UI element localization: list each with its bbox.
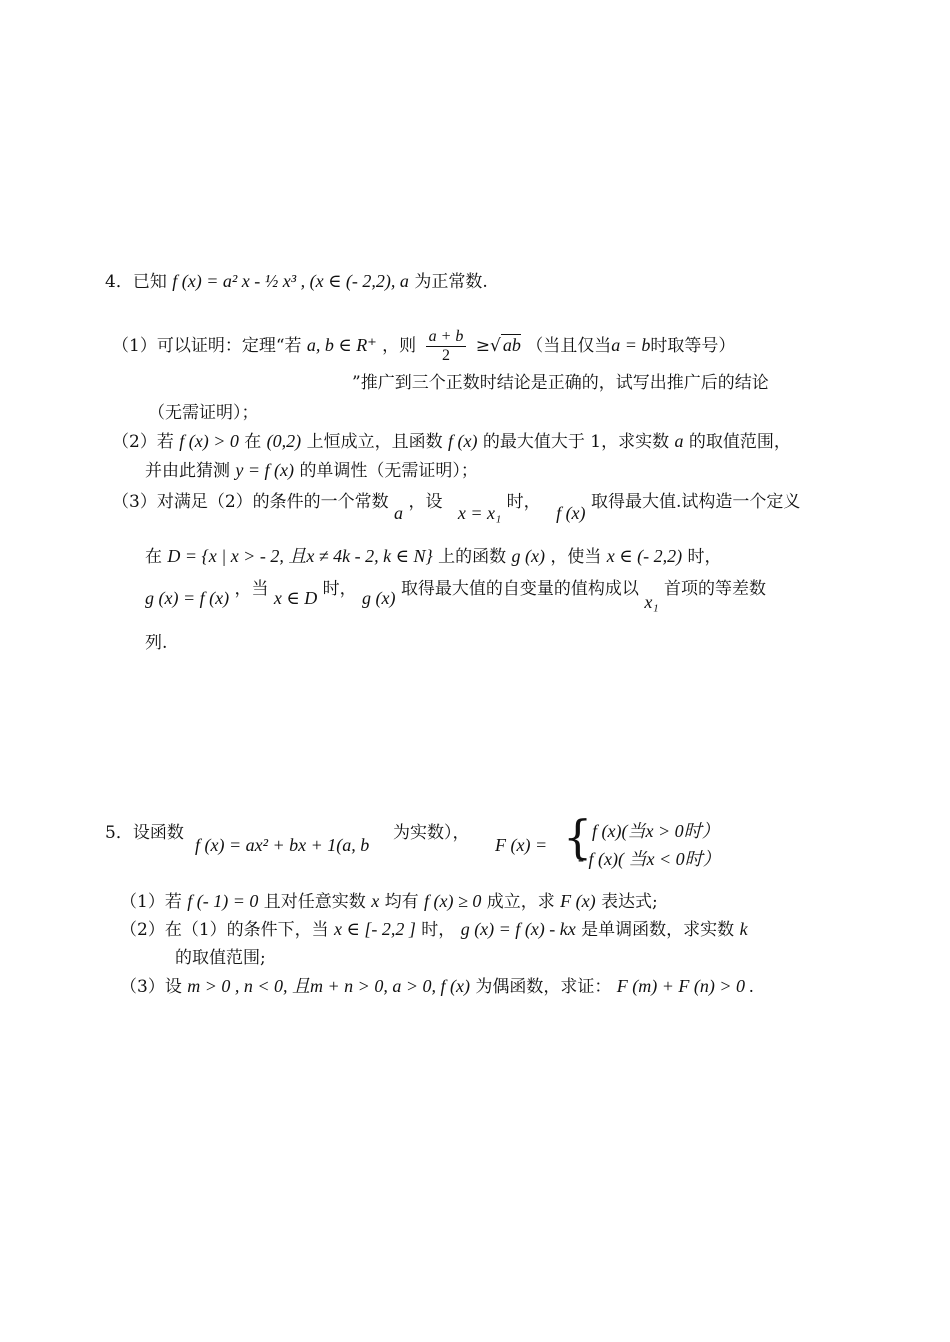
q4-p3-line3c: 取得最大值的自变量的值构成以 — [400, 579, 639, 599]
q4-p3-line2g: g (x) — [511, 546, 545, 566]
q4-p3-a: （3）对满足（2）的条件的一个常数 — [112, 492, 389, 512]
q5-p2-a: （2）在（1）的条件下，当 — [120, 920, 329, 940]
q4-p2-line2a: 并由此猜测 — [145, 461, 230, 481]
q5-p2-interval: x ∈ [- 2,2 ] — [334, 919, 416, 939]
q4-stem-prefix: 4．已知 — [105, 272, 167, 292]
q4-p3-line2b: 上的函数 — [438, 547, 507, 567]
q5-p3-c: F (m) + F (n) > 0 . — [616, 976, 755, 996]
q4-p2-line2b: 的单调性（无需证明）； — [299, 461, 478, 481]
q5-stem-formula: f (x) = ax² + bx + 1(a, b — [195, 835, 370, 855]
q4-p2-d: 的最大值大于 1，求实数 — [482, 432, 670, 452]
q4-p1-eq: a = b — [611, 335, 651, 355]
q4-p1-paren-end: 时取等号） — [650, 336, 736, 356]
q4-p3-line3x1: x₁ — [644, 592, 659, 612]
q4-part1-line1: （1）可以证明：定理“若 a, b ∈ R⁺ ，则 $\frac{a + b}{2}$ ≥√ ab （当且仅当a = b时取等号） — [112, 328, 736, 364]
q5-F-def — [495, 834, 547, 857]
q4-p3-d: 取得最大值.试构造一个定义 — [590, 492, 801, 512]
q4-stem — [105, 270, 488, 293]
q4-part3-line3 — [145, 577, 766, 612]
q5-stem-formula-wrap — [195, 834, 369, 857]
q5-p2-c: 是单调函数，求实数 — [581, 920, 735, 940]
q4-p1-fraction — [426, 328, 467, 365]
q4-p3-line2a: 在 — [145, 547, 162, 567]
q4-p2-e: 的取值范围， — [688, 432, 791, 452]
q4-stem-suffix: 为正常数. — [414, 272, 488, 292]
q4-p3-line3a: ，当 — [234, 579, 269, 599]
q5-p3-a: （3）设 — [120, 977, 182, 997]
q5-p1-d: 成立，求 — [486, 892, 555, 912]
q4-p2-f: f (x) > 0 — [179, 431, 239, 451]
q5-p1-e: 表达式; — [601, 892, 658, 912]
q4-p2-f2: f (x) — [447, 431, 478, 451]
q5-p1-f: f (- 1) = 0 — [187, 891, 259, 911]
q4-p3-line3eq: g (x) = f (x) — [145, 588, 230, 608]
q4-p2-avar: a — [674, 431, 684, 451]
q4-p1-frac-num: a + b — [426, 328, 467, 347]
q5-p1-b: 且对任意实数 — [263, 892, 366, 912]
q4-p3-line3d: 首项的等差数 — [664, 579, 766, 599]
q5-part3 — [120, 975, 754, 998]
q5-case1 — [592, 820, 720, 843]
q4-p3-line3g: g (x) — [362, 588, 396, 608]
q4-part3-line2 — [145, 545, 722, 568]
q5-case2-text: - f (x)( 当x < 0时） — [578, 849, 721, 869]
q4-p2-c: 上恒成立，且函数 — [306, 432, 443, 452]
q4-p1-frac-den: 2 — [441, 347, 450, 364]
q4-p1-then: ，则 — [382, 336, 417, 356]
q4-p3-line2c: ，使当 — [550, 547, 602, 567]
q5-p3-b: 为偶函数，求证： — [475, 977, 612, 997]
q4-p2-a: （2）若 — [112, 432, 174, 452]
q4-p3-avar: a — [394, 503, 404, 523]
q5-p2-k: k — [739, 919, 748, 939]
q4-p2-line2f: y = f (x) — [235, 460, 295, 480]
q5-stem — [105, 822, 184, 844]
q4-part1-line2: ”推广到三个正数时结论是正确的，试写出推广后的结论 — [352, 373, 769, 393]
q4-p1-sqrt: ab — [502, 335, 521, 355]
q5-F-def-label: F (x) = — [495, 835, 548, 855]
q4-p3-f: f (x) — [556, 503, 586, 523]
q4-p3-line3x: x ∈ D — [273, 588, 318, 608]
q5-p1-a: （1）若 — [120, 892, 182, 912]
q4-p1-paren: （当且仅当 — [526, 336, 612, 356]
q5-case2 — [578, 848, 721, 871]
q5-part1 — [120, 890, 658, 913]
q4-p3-b: ，设 — [408, 492, 443, 512]
q5-p3-cond: m > 0 , n < 0, 且m + n > 0, a > 0, f (x) — [187, 976, 470, 996]
piecewise-brace-icon: { — [563, 810, 593, 864]
q4-p1-label: （1）可以证明：定理“若 — [112, 336, 302, 356]
q4-part3-line4: 列. — [145, 633, 168, 653]
q5-p2-b: 时， — [421, 920, 456, 940]
q5-p1-ineq: f (x) ≥ 0 — [424, 891, 482, 911]
q5-stem-prefix: 5．设函数 — [105, 823, 184, 843]
q4-p3-line2d: 时， — [687, 547, 722, 567]
q4-p2-interval: (0,2) — [266, 431, 302, 451]
q5-p1-c: 均有 — [384, 892, 419, 912]
q4-p3-line2x: x ∈ (- 2,2) — [606, 546, 683, 566]
q4-p1-ge: ≥ — [475, 336, 491, 356]
q4-part3-line1 — [112, 490, 801, 523]
q5-p1-F: F (x) — [560, 891, 596, 911]
q5-case1-text: f (x)(当x > 0时） — [592, 821, 720, 841]
q4-p2-b: 在 — [244, 432, 262, 452]
q4-p1-condition: a, b ∈ R⁺ — [306, 335, 377, 355]
q4-part1-line3: （无需证明）； — [148, 403, 259, 423]
q5-stem-mid: 为实数）， — [393, 823, 470, 843]
q5-p1-x: x — [371, 891, 380, 911]
q4-stem-formula: f (x) = a² x - ½ x³ , (x ∈ (- 2,2), a — [172, 271, 409, 291]
q4-p3-line3b: 时， — [322, 579, 357, 599]
q4-part2-line2 — [145, 459, 478, 482]
q4-part2-line1 — [112, 430, 791, 453]
q5-p2-g: g (x) = f (x) - kx — [460, 919, 576, 939]
q4-p3-domain-set: D = {x | x > - 2, 且x ≠ 4k - 2, k ∈ N} — [167, 546, 433, 566]
q5-part2-line1 — [120, 918, 748, 941]
q4-p3-x: x = x₁ — [457, 503, 502, 523]
q5-part2-line2: 的取值范围; — [175, 948, 266, 968]
q4-p3-c: 时， — [506, 492, 541, 512]
